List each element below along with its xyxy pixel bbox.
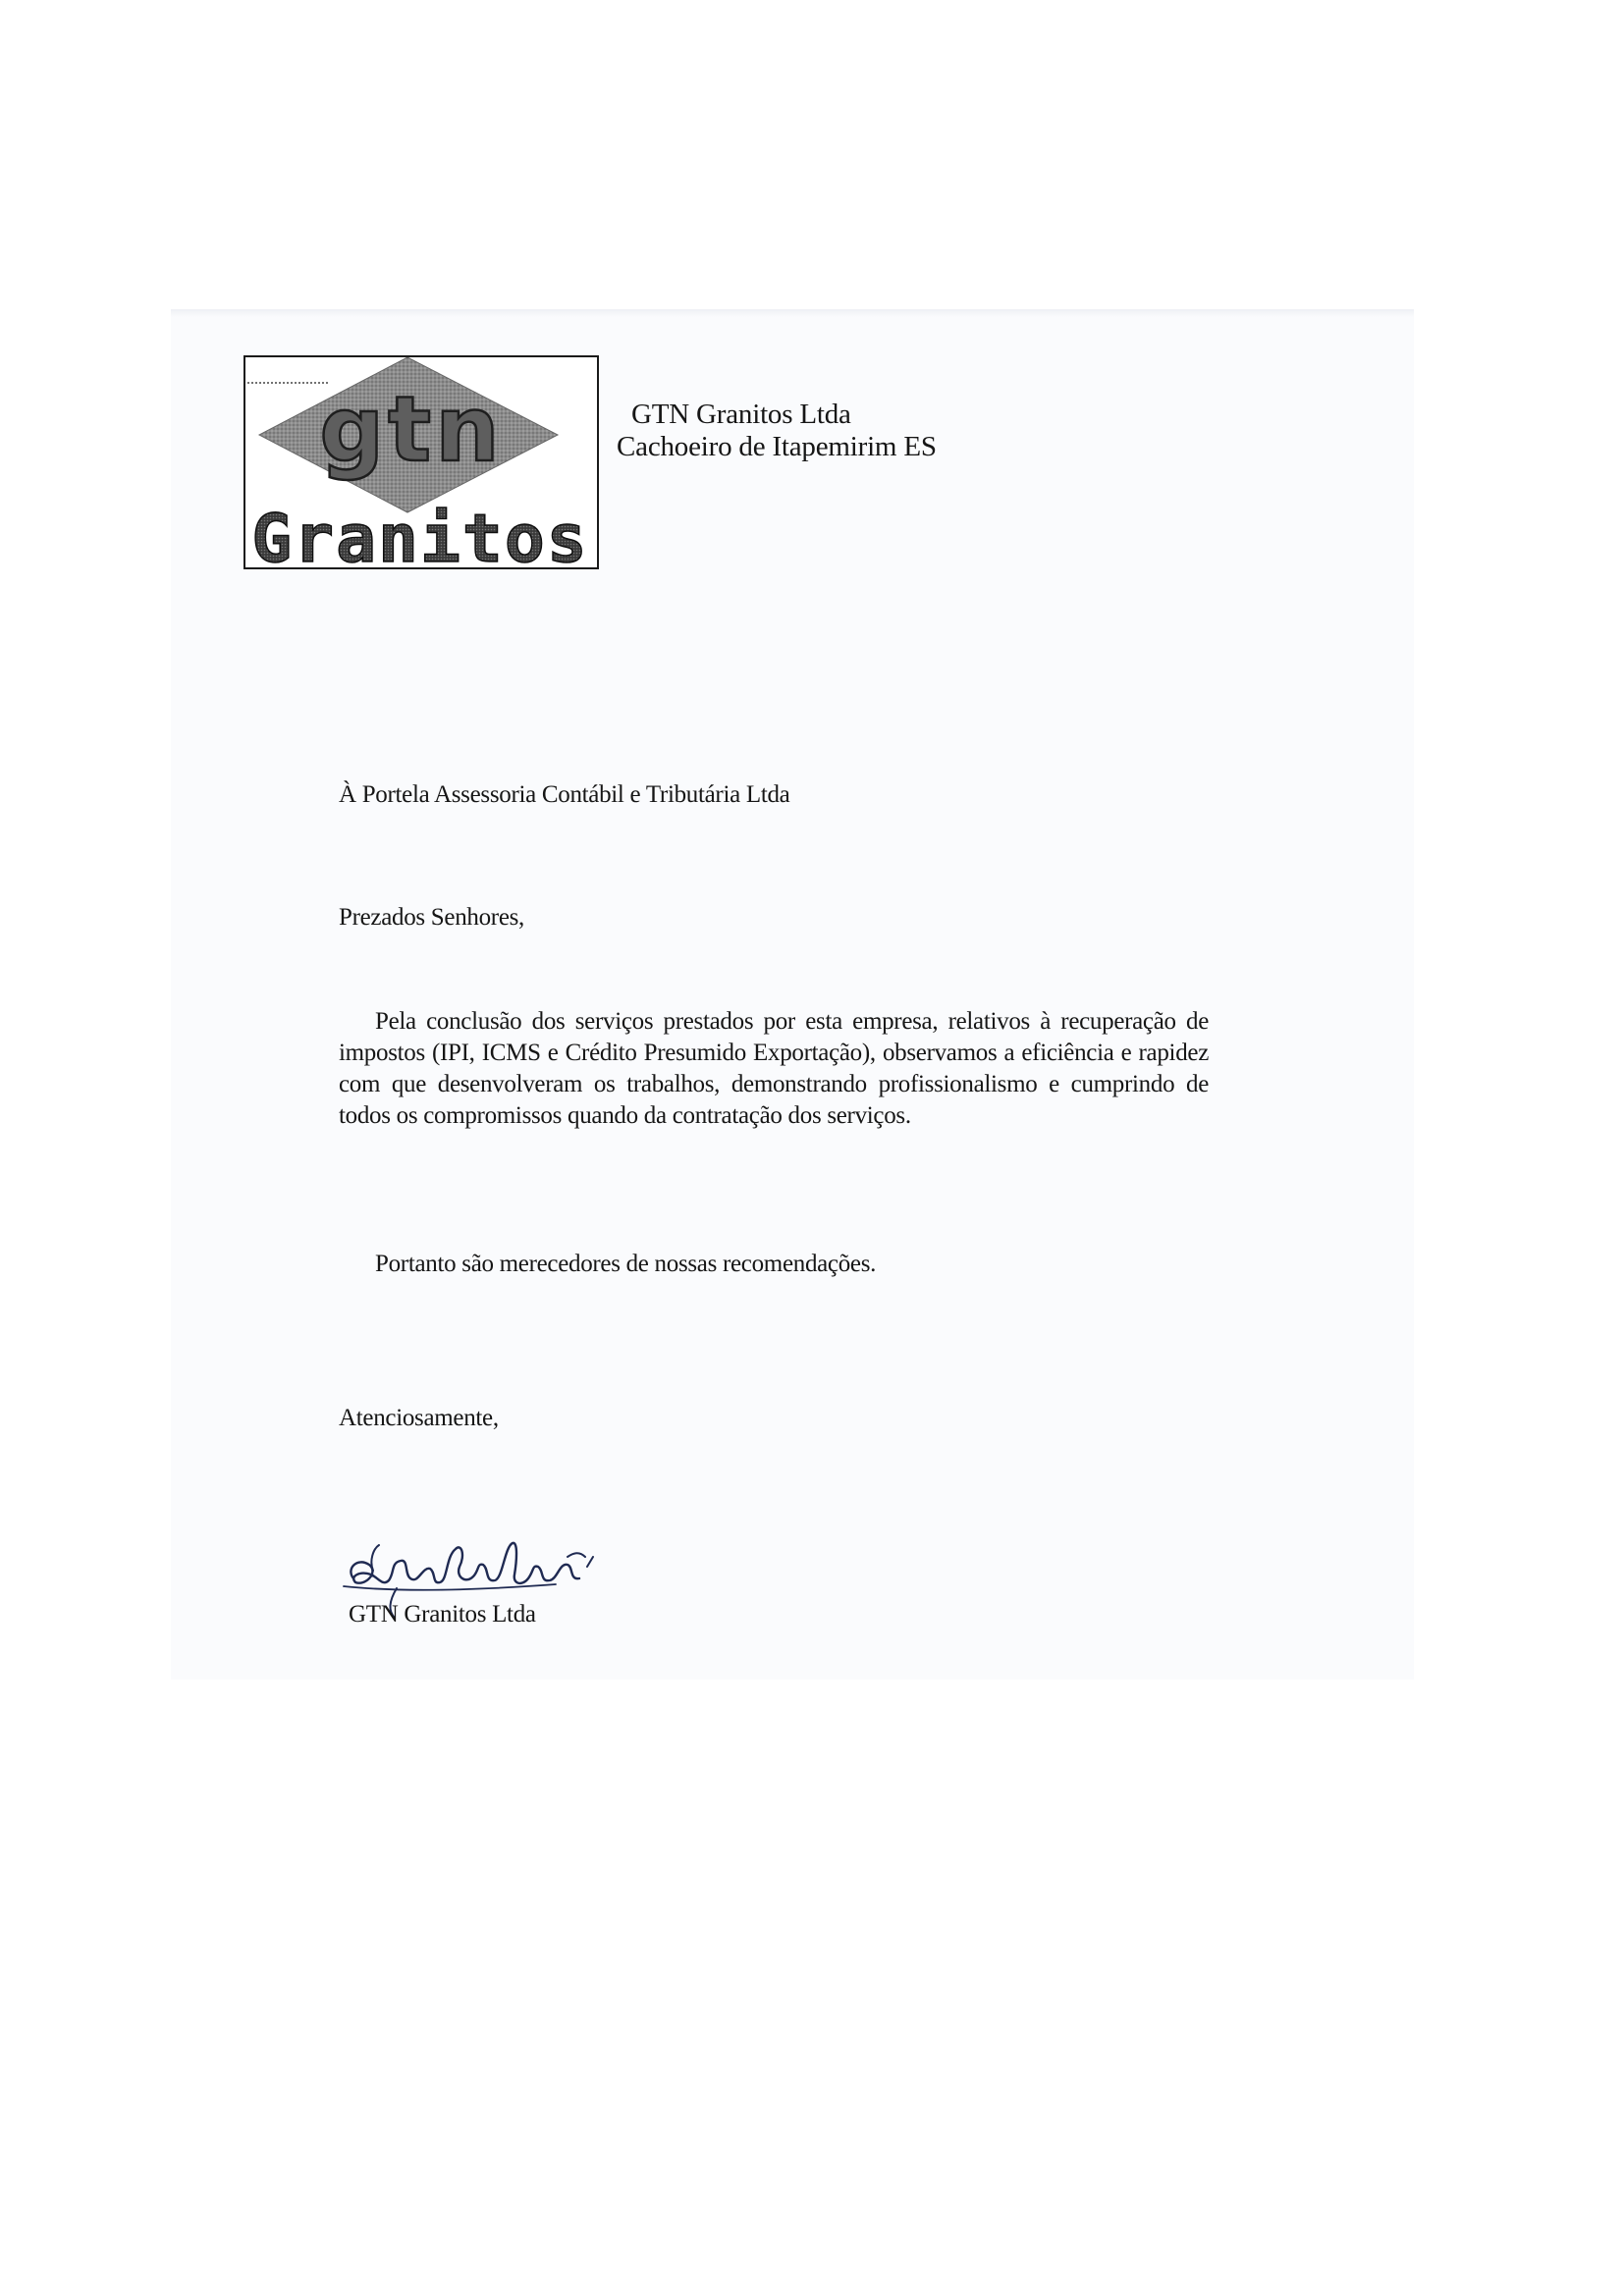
company-logo bbox=[243, 355, 599, 569]
company-info bbox=[617, 399, 937, 463]
closing: Atenciosamente, bbox=[339, 1405, 499, 1431]
scan-edge-shadow bbox=[171, 309, 1414, 317]
recommendation-line: Portanto são merecedores de nossas recomendações. bbox=[375, 1251, 877, 1277]
signer-company: GTN Granitos Ltda bbox=[349, 1601, 536, 1628]
company-city: Cachoeiro de Itapemirim ES bbox=[617, 431, 937, 462]
body-paragraph: Pela conclusão dos serviços prestados por esta empresa, relativos à recuperação de impostos (IPI, ICMS e Crédito Presumido Exportação), observamos a eficiência e rapidez com que desenvolveram os trabalhos, demonstrando profissionalismo e cumprindo de todos os compromissos quando da contratação dos serviços. bbox=[339, 1008, 1209, 1129]
recipient-line: À Portela Assessoria Contábil e Tributária Ltda bbox=[339, 781, 790, 808]
salutation: Prezados Senhores, bbox=[339, 904, 524, 931]
logo-word: Granitos bbox=[251, 501, 589, 567]
logo-mark: gtn bbox=[319, 377, 504, 482]
company-name: GTN Granitos Ltda bbox=[631, 399, 851, 430]
